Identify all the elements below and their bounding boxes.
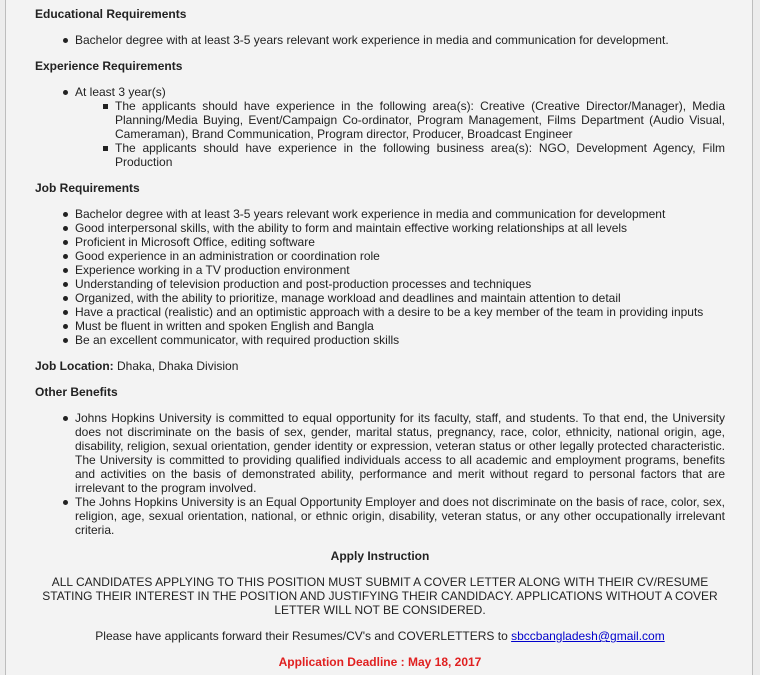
educational-requirements-heading: Educational Requirements xyxy=(35,7,187,21)
job-location-label: Job Location: xyxy=(35,359,114,373)
list-item: Johns Hopkins University is committed to equal opportunity for its faculty, staff, and students. To that end, the University does not discriminate on the basis of sex, gender, marital status, pregnancy, race, color, ethnicity, national origin, age, disability, religion, sexual orientation, gender identity or expression, veteran status or other legally protected characteristic. The University is committed to providing qualified individuals access to all academic and employment programs, benefits and activities on the basis of demonstrated ability, performance and merit without regard to personal factors that are irrelevant to the program involved. xyxy=(35,411,725,495)
list-item: Bachelor degree with at least 3-5 years relevant work experience in media and communication for development xyxy=(35,207,725,221)
job-location xyxy=(35,359,238,373)
experience-area-list xyxy=(75,99,725,169)
list-item: The applicants should have experience in the following business area(s): NGO, Development Agency, Film Production xyxy=(75,141,725,169)
application-deadline: Application Deadline : May 18, 2017 xyxy=(278,655,482,669)
apply-instruction-title: Apply Instruction xyxy=(330,549,430,563)
list-item: Must be fluent in written and spoken English and Bangla xyxy=(35,319,725,333)
other-benefits-heading: Other Benefits xyxy=(35,385,118,399)
apply-forward-line xyxy=(35,629,725,643)
list-item: Bachelor degree with at least 3-5 years relevant work experience in media and communication for development. xyxy=(35,33,725,47)
other-benefits-list xyxy=(35,411,725,537)
apply-email-link[interactable]: sbccbangladesh@gmail.com xyxy=(511,629,665,643)
experience-years: At least 3 year(s) xyxy=(75,85,166,99)
job-location-value: Dhaka, Dhaka Division xyxy=(117,359,239,373)
list-item: Good interpersonal skills, with the ability to form and maintain effective working relationships at all levels xyxy=(35,221,725,235)
apply-forward-text: Please have applicants forward their Resumes/CV's and COVERLETTERS to xyxy=(95,629,508,643)
list-item: Proficient in Microsoft Office, editing software xyxy=(35,235,725,249)
job-requirements-heading: Job Requirements xyxy=(35,181,140,195)
job-requirements-list xyxy=(35,207,725,347)
list-item: Understanding of television production and post-production processes and techniques xyxy=(35,277,725,291)
job-description-page xyxy=(5,0,753,675)
educational-requirements-list xyxy=(35,33,725,47)
list-item: Have a practical (realistic) and an optimistic approach with a desire to be a key member of the team in providing inputs xyxy=(35,305,725,319)
list-item: Organized, with the ability to prioritize, manage workload and deadlines and maintain attention to detail xyxy=(35,291,725,305)
experience-requirements-heading: Experience Requirements xyxy=(35,59,183,73)
list-item: Be an excellent communicator, with required production skills xyxy=(35,333,725,347)
list-item xyxy=(35,85,725,169)
list-item: The applicants should have experience in the following area(s): Creative (Creative Director/Manager), Media Planning/Media Buying, Event/Campaign Co-ordinator, Program Management, Films Department (Audio Visual, Cameraman), Brand Communication, Program director, Producer, Broadcast Engineer xyxy=(75,99,725,141)
list-item: Good experience in an administration or coordination role xyxy=(35,249,725,263)
list-item: The Johns Hopkins University is an Equal Opportunity Employer and does not discriminate on the basis of race, color, sex, religion, age, sexual orientation, national, or ethnic origin, disability, veteran status, or any other occupationally irrelevant criteria. xyxy=(35,495,725,537)
apply-notice: ALL CANDIDATES APPLYING TO THIS POSITION MUST SUBMIT A COVER LETTER ALONG WITH THEIR CV/RESUME STATING THEIR INTEREST IN THE POSITION AND JUSTIFYING THEIR CANDIDACY. APPLICATIONS WITHOUT A COVER LETTER WILL NOT BE CONSIDERED. xyxy=(42,575,718,617)
experience-requirements-list xyxy=(35,85,725,169)
list-item: Experience working in a TV production environment xyxy=(35,263,725,277)
